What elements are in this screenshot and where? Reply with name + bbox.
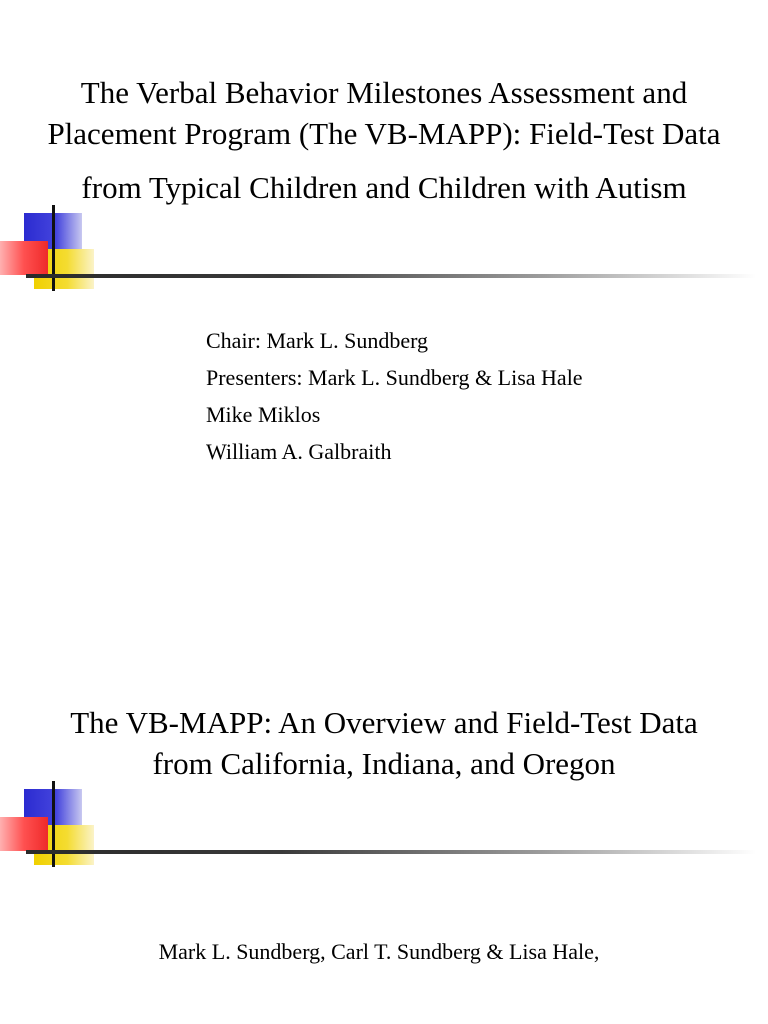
presenters-line: Presenters: Mark L. Sundberg & Lisa Hale [206,365,583,390]
slide-2-title [0,702,768,784]
slide-2-decoration [0,781,768,871]
slide-1-title-line-3: from Typical Children and Children with Autism [81,170,687,205]
vertical-rule-decoration [52,205,55,291]
slide-2-title-line-1: The VB-MAPP: An Overview and Field-Test Data [70,705,698,740]
vertical-rule-decoration [52,781,55,867]
chair-line: Chair: Mark L. Sundberg [206,328,429,353]
slide-1-title-line-2: Placement Program (The VB-MAPP): Field-Test Data [47,116,721,151]
slide-1-title [0,72,768,208]
slide-1-decoration [0,205,768,295]
slide-2-authors: Mark L. Sundberg, Carl T. Sundberg & Lisa Hale, [158,939,600,964]
slide-1-presenter-list [206,322,583,470]
horizontal-rule-decoration [26,274,756,278]
slide-1-title-line-1: The Verbal Behavior Milestones Assessment and [80,75,688,110]
slide-2-title-line-2: from California, Indiana, and Oregon [152,746,616,781]
slide-2 [0,512,768,1024]
red-square-decoration [0,241,48,275]
red-square-decoration [0,817,48,851]
presenter-name-line: Mike Miklos [206,402,321,427]
horizontal-rule-decoration [26,850,756,854]
presenter-name-line: William A. Galbraith [206,439,392,464]
